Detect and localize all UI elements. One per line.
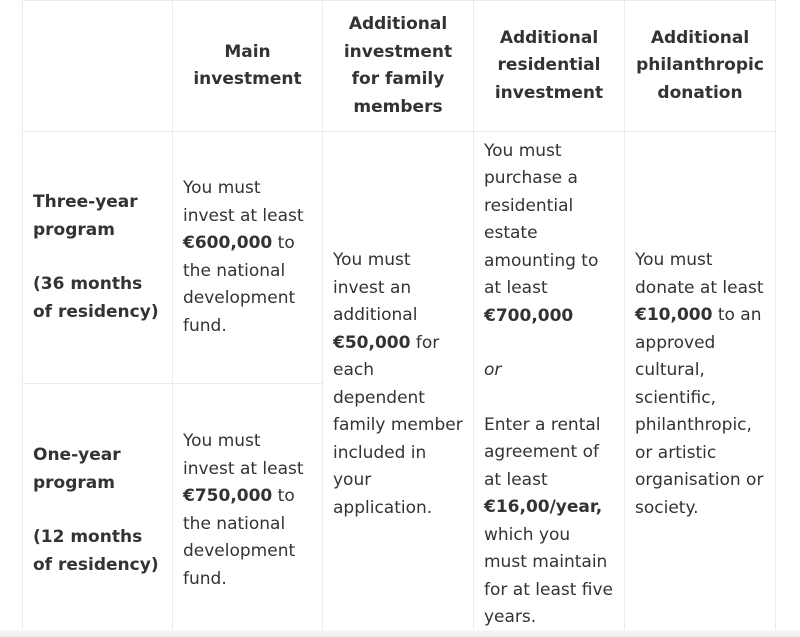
family-investment-text: You must invest an additional	[333, 250, 418, 325]
program-name: Three-year program	[33, 192, 138, 240]
program-duration: (12 months of residency)	[33, 527, 159, 575]
header-philanthropic-donation: Additional philanthropic donation	[625, 1, 776, 132]
family-investment-cell	[323, 132, 474, 637]
family-investment-amount: €50,000	[333, 332, 411, 353]
main-investment-amount: €750,000	[183, 486, 273, 506]
main-investment-amount: €600,000	[183, 233, 273, 253]
residential-rental-text: Enter a rental agreement of at least	[484, 414, 601, 490]
main-investment-text: to the national development fund.	[183, 233, 296, 336]
residential-option-purchase	[484, 138, 614, 331]
header-family-investment: Additional investment for family members	[323, 1, 474, 132]
program-cell-one-year	[23, 384, 173, 637]
main-investment-text: You must invest at least	[183, 178, 304, 226]
bottom-edge-shade	[0, 630, 800, 637]
donation-amount: €10,000	[635, 305, 713, 325]
donation-text: to an approved cultural, scientific, philanthropic, or artistic organisation or society.	[635, 305, 764, 518]
philanthropic-donation-cell	[625, 132, 776, 637]
program-cell-three-year	[23, 132, 173, 384]
donation-text: You must donate at least	[635, 250, 764, 298]
main-investment-text: to the national development fund.	[183, 486, 296, 589]
residential-purchase-text: You must purchase a residential estate amounting to at least	[484, 140, 599, 298]
residential-investment-cell	[474, 132, 625, 637]
header-empty-cell	[23, 1, 173, 132]
program-duration: (36 months of residency)	[33, 274, 159, 322]
residential-purchase-amount: €700,000	[484, 305, 574, 326]
residential-rental-text: which you must maintain for at least five years.	[484, 524, 614, 627]
main-investment-cell-three-year	[173, 132, 323, 384]
investment-table	[22, 0, 776, 637]
residential-or	[484, 357, 614, 385]
residential-rental-amount: €16,00/year,	[484, 497, 603, 517]
residential-option-rental	[484, 412, 614, 632]
table-row-three-year	[23, 132, 776, 384]
table-header-row	[23, 1, 776, 132]
main-investment-text: You must invest at least	[183, 431, 304, 479]
or-text: or	[484, 360, 502, 380]
family-investment-text: for each dependent family member included in your application.	[333, 332, 463, 518]
header-residential-investment: Additional residential investment	[474, 1, 625, 132]
header-main-investment: Main investment	[173, 1, 323, 132]
program-name: One-year program	[33, 445, 121, 493]
main-investment-cell-one-year	[173, 384, 323, 637]
